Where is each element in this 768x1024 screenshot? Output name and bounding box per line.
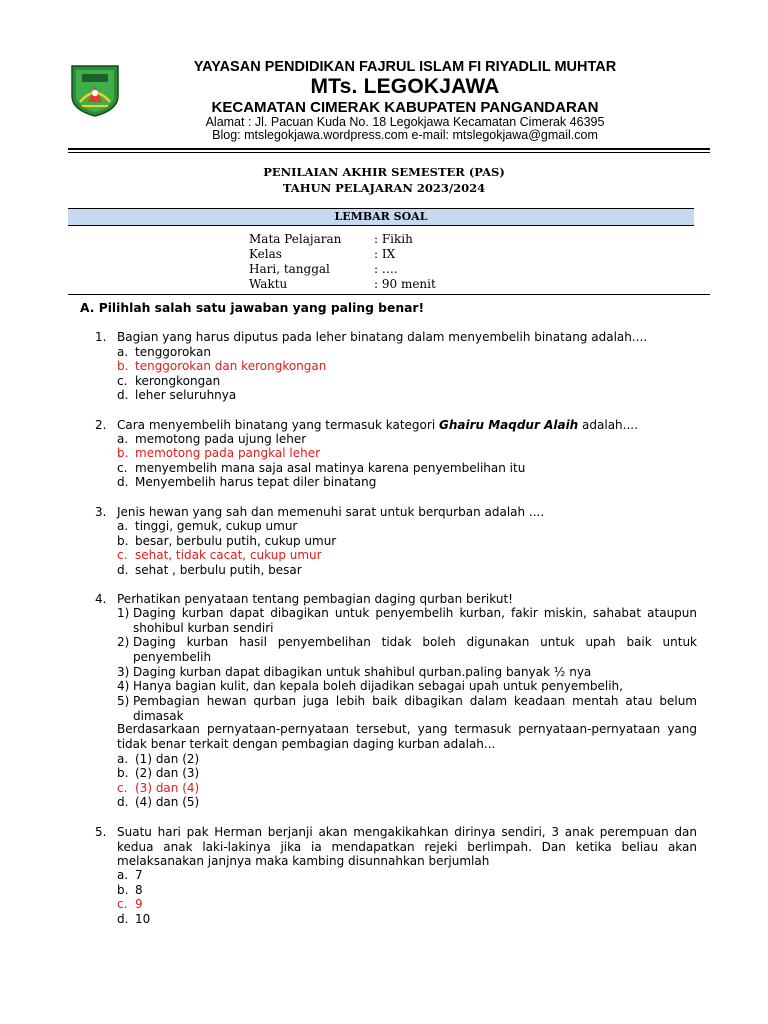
option (117, 534, 336, 549)
question-number: 2. (95, 418, 107, 432)
option-text: memotong pada ujung leher (135, 432, 307, 446)
statement-item (117, 665, 697, 680)
statement-number: 3) (117, 665, 130, 679)
option-answer (117, 359, 326, 374)
district-name: KECAMATAN CIMERAK KABUPATEN PANGANDARAN (211, 99, 599, 116)
option-text: 10 (135, 912, 151, 926)
option (117, 766, 199, 781)
school-name: MTs. LEGOKJAWA (310, 75, 500, 98)
option-letter: a. (117, 345, 129, 359)
option (117, 519, 297, 534)
option-letter: b. (117, 766, 129, 780)
option (117, 461, 525, 476)
header-divider (68, 148, 710, 153)
question-text-start: Cara menyembelih binatang yang termasuk kategori (117, 418, 439, 432)
question-text: Perhatikan penyataan tentang pembagian daging qurban berikut! (117, 592, 513, 606)
option-text: tenggorokan dan kerongkongan (135, 359, 327, 373)
option-letter: c. (117, 781, 128, 795)
option-text: Menyembelih harus tepat diler binatang (135, 475, 377, 489)
statement-item (117, 606, 697, 635)
option-letter: c. (117, 548, 128, 562)
option-answer (117, 781, 199, 796)
statement-number: 4) (117, 679, 130, 693)
option (117, 795, 199, 810)
question-number: 3. (95, 505, 107, 519)
meta-value: : IX (374, 247, 396, 261)
statement-number: 5) (117, 694, 130, 708)
option (117, 752, 199, 767)
school-logo (68, 62, 122, 118)
option-text: besar, berbulu putih, cukup umur (135, 534, 337, 548)
option-letter: c. (117, 897, 128, 911)
option (117, 912, 150, 927)
option-text: sehat , berbulu putih, besar (135, 563, 302, 577)
option-answer (117, 446, 320, 461)
meta-key: Mata Pelajaran (249, 232, 342, 246)
option-letter: a. (117, 519, 129, 533)
meta-divider (68, 294, 710, 295)
question-number: 1. (95, 330, 107, 344)
option-text: tinggi, gemuk, cukup umur (135, 519, 298, 533)
option-letter: b. (117, 883, 129, 897)
option-letter: b. (117, 534, 129, 548)
option-text: (2) dan (3) (135, 766, 200, 780)
meta-key: Hari, tanggal (249, 262, 330, 276)
meta-value: : …. (374, 262, 398, 276)
foundation-name: YAYASAN PENDIDIKAN FAJRUL ISLAM FI RIYADLIL MUHTAR (193, 59, 617, 75)
option-answer (117, 548, 322, 563)
statement-text: Daging kurban hasil penyembelihan tidak boleh digunakan untuk upah baik untuk penyembelih (133, 635, 697, 664)
school-address: Alamat : Jl. Pacuan Kuda No. 18 Legokjawa Kecamatan Cimerak 46395 (205, 115, 605, 129)
option (117, 475, 376, 490)
option-letter: b. (117, 359, 129, 373)
option-letter: d. (117, 475, 129, 489)
option-letter: b. (117, 446, 129, 460)
option-text: memotong pada pangkal leher (135, 446, 321, 460)
option-letter: d. (117, 388, 129, 402)
option (117, 388, 236, 403)
option (117, 883, 143, 898)
option-answer (117, 897, 143, 912)
meta-key: Waktu (249, 277, 288, 291)
meta-value: : Fikih (374, 232, 413, 246)
statement-text: Daging kurban dapat dibagikan untuk penyembelih kurban, fakir miskin, sahabat ataupun shohibul kurban sendiri (133, 606, 697, 635)
meta-row-subject (249, 232, 436, 247)
academic-year: TAHUN PELAJARAN 2023/2024 (282, 181, 486, 195)
option-text: tenggorokan (135, 345, 211, 359)
option-letter: d. (117, 912, 129, 926)
question-emphasis: Ghairu Maqdur Alaih (438, 418, 579, 432)
option-letter: a. (117, 432, 129, 446)
option-letter: d. (117, 795, 129, 809)
option-text: 9 (135, 897, 143, 911)
option-text: kerongkongan (135, 374, 221, 388)
statement-item (117, 635, 697, 664)
option-letter: c. (117, 374, 128, 388)
exam-meta (249, 232, 436, 292)
question-text: Jenis hewan yang sah dan memenuhi sarat untuk berqurban adalah .... (117, 505, 545, 519)
option (117, 563, 302, 578)
option-letter: a. (117, 752, 129, 766)
option (117, 432, 306, 447)
option-text: menyembelih mana saja asal matinya karena penyembelihan itu (135, 461, 526, 475)
statement-text: Pembagian hewan qurban juga lebih baik dibagikan dalam keadaan mentah atau belum dimasak (133, 694, 697, 723)
option-text: (1) dan (2) (135, 752, 200, 766)
sheet-banner: LEMBAR SOAL (68, 208, 694, 226)
option (117, 868, 143, 883)
meta-row-class (249, 247, 436, 262)
statement-text: Hanya bagian kulit, dan kepala boleh dijadikan sebagai upah untuk penyembelih, (133, 679, 623, 693)
option (117, 374, 220, 389)
section-instruction: A. Pilihlah salah satu jawaban yang paling benar! (80, 301, 425, 315)
meta-key: Kelas (249, 247, 282, 261)
question-number: 4. (95, 592, 107, 606)
question-text: Suatu hari pak Herman berjanji akan mengakikahkan dirinya sendiri, 3 anak perempuan dan kedua anak laki-lakinya jika ia mendapatkan rejeki berlimpah. Dan ketika beliau akan melaksanakan janjnya maka kambing disunnahkan berjumlah (117, 825, 697, 869)
question-prompt: Berdasarkaan pernyataan-pernyataan tersebut, yang termasuk pernyataan-pernyataan yang tidak benar terkait dengan pembagian daging kurban adalah... (117, 722, 697, 751)
question-number: 5. (95, 825, 107, 839)
option-text: leher seluruhnya (135, 388, 237, 402)
option-text: sehat, tidak cacat, cukup umur (135, 548, 322, 562)
option-letter: d. (117, 563, 129, 577)
option-text: (4) dan (5) (135, 795, 200, 809)
statement-item (117, 694, 697, 723)
option-text: (3) dan (4) (135, 781, 200, 795)
option-letter: c. (117, 461, 128, 475)
option-text: 7 (135, 868, 143, 882)
meta-row-time (249, 277, 436, 292)
question-text-end: adalah.... (578, 418, 638, 432)
exam-title: PENILAIAN AKHIR SEMESTER (PAS) (263, 165, 505, 179)
question-text (117, 418, 697, 433)
school-contact: Blog: mtslegokjawa.wordpress.com e-mail: mtslegokjawa@gmail.com (212, 128, 598, 142)
option-letter: a. (117, 868, 129, 882)
statement-text: Daging kurban dapat dibagikan untuk shahibul qurban.paling banyak ½ nya (133, 665, 592, 679)
statement-number: 2) (117, 635, 130, 649)
option-text: 8 (135, 883, 143, 897)
statement-number: 1) (117, 606, 130, 620)
question-text: Bagian yang harus diputus pada leher binatang dalam menyembelih binatang adalah.... (117, 330, 648, 344)
option (117, 345, 211, 360)
meta-value: : 90 menit (374, 277, 436, 291)
statement-item (117, 679, 697, 694)
meta-row-date (249, 262, 436, 277)
